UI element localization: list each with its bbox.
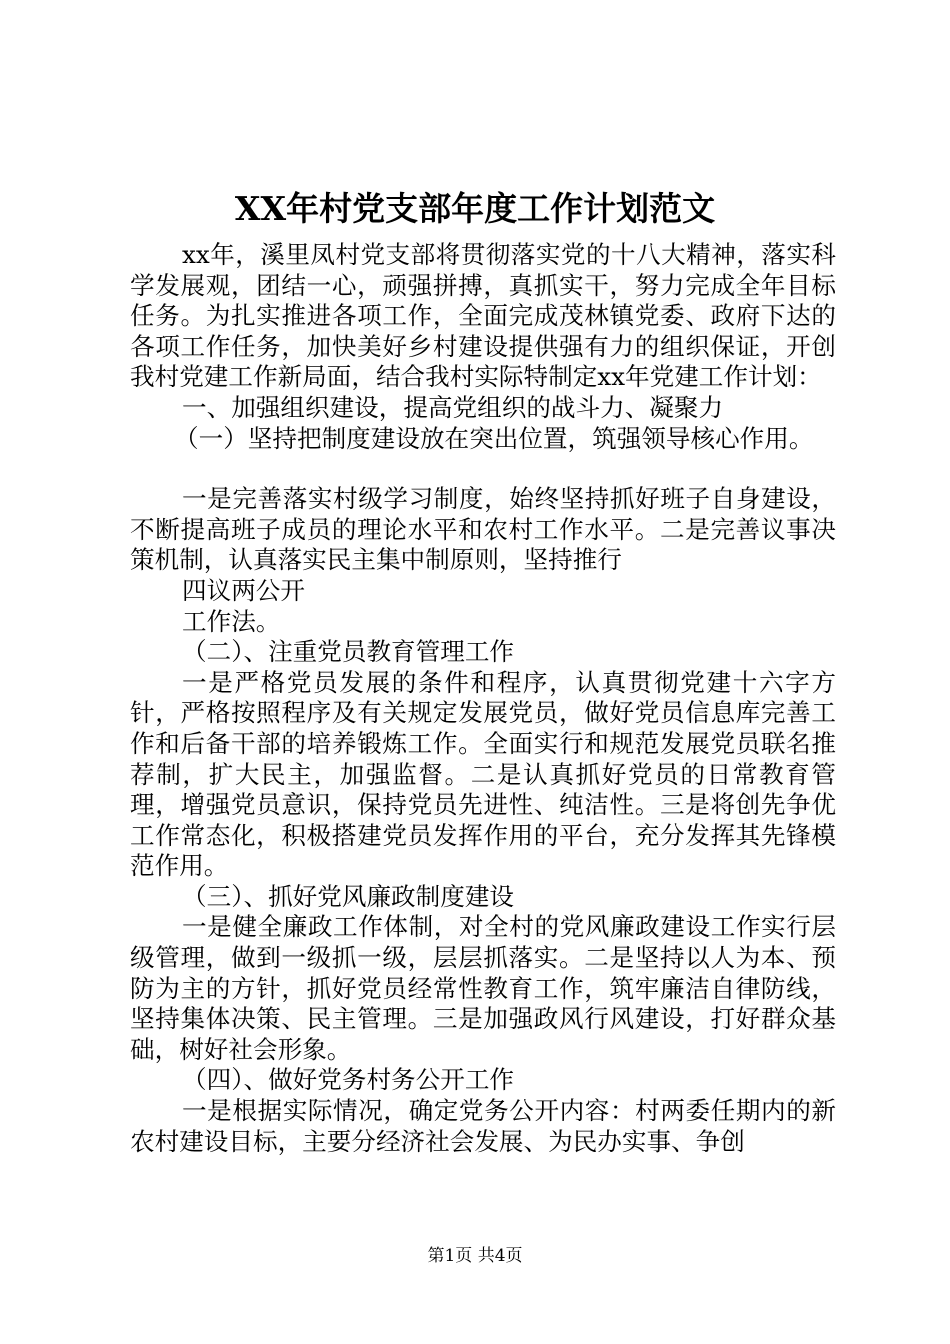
subsection-heading-3: （三）、抓好党风廉政制度建设	[182, 881, 515, 911]
subsection-heading-1: （一）坚持把制度建设放在突出位置，筑强领导核心作用。	[174, 423, 814, 453]
body-paragraph-3: 一是健全廉政工作体制，对全村的党风廉政建设工作实行层级管理，做到一级抓一级，层层抓落实。二是坚持以人为本、预防为主的方针，抓好党员经常性教育工作，筑牢廉洁自律防线，坚持集体决策、民主管理。三是加强政风行风建设，打好群众基础，树好社会形象。	[130, 912, 836, 1064]
subsection-heading-2: （二）、注重党员教育管理工作	[182, 637, 515, 667]
page-footer: 第1页 共4页	[427, 1246, 523, 1266]
document-title: XX年村党支部年度工作计划范文	[234, 189, 716, 228]
intro-paragraph: xx年，溪里凤村党支部将贯彻落实党的十八大精神，落实科学发展观，团结一心，顽强拼搏，真抓实干，努力完成全年目标任务。为扎实推进各项工作，全面完成茂林镇党委、政府下达的各项工作任务，加快美好乡村建设提供强有力的组织保证，开创我村党建工作新局面，结合我村实际特制定xx年党建工作计划：	[130, 240, 836, 392]
subsection-heading-4: （四）、做好党务村务公开工作	[182, 1065, 515, 1095]
document-body	[130, 240, 836, 1157]
body-paragraph-2: 一是严格党员发展的条件和程序，认真贯彻党建十六字方针，严格按照程序及有关规定发展党员，做好党员信息库完善工作和后备干部的培养锻炼工作。全面实行和规范发展党员联名推荐制，扩大民主，加强监督。二是认真抓好党员的日常教育管理，增强党员意识，保持党员先进性、纯洁性。三是将创先争优工作常态化，积极搭建党员发挥作用的平台，充分发挥其先锋模范作用。	[130, 667, 836, 881]
body-line-four-two: 四议两公开	[182, 575, 305, 605]
blank-line	[130, 454, 836, 484]
section-heading-1: 一、加强组织建设，提高党组织的战斗力、凝聚力	[182, 392, 724, 422]
body-paragraph-4: 一是根据实际情况，确定党务公开内容：村两委任期内的新农村建设目标，主要分经济社会发展、为民办实事、争创	[130, 1096, 836, 1156]
body-paragraph-1: 一是完善落实村级学习制度，始终坚持抓好班子自身建设，不断提高班子成员的理论水平和农村工作水平。二是完善议事决策机制，认真落实民主集中制原则，坚持推行	[130, 484, 836, 575]
body-line-method: 工作法。	[182, 606, 281, 636]
